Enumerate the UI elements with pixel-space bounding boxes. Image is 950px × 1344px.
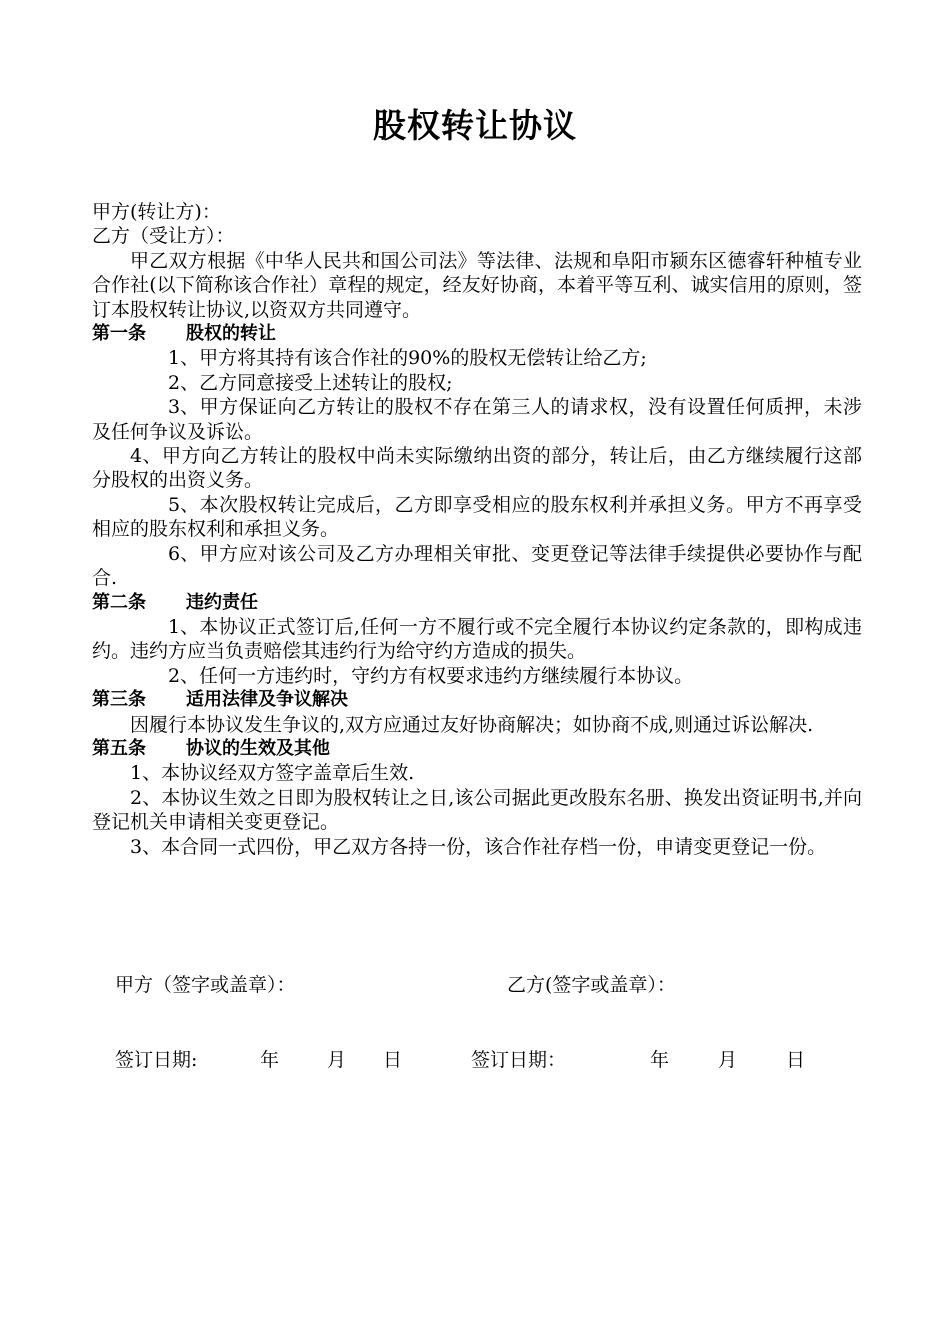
document-title: 股权转让协议 — [373, 106, 577, 145]
article-2-number: 第二条 — [92, 591, 146, 613]
party-b-date-day: 日 — [786, 1049, 806, 1071]
article-3-number: 第三条 — [92, 689, 146, 711]
article-5-item-2: 2、本协议生效之日即为股权转让之日,该公司据此更改股东名册、换发出资证明书,并向登记机关申请相关变更登记。 — [92, 786, 862, 834]
article-1-item-3: 3、甲方保证向乙方转让的股权不存在第三人的请求权，没有设置任何质押，未涉及任何争议及诉讼。 — [92, 396, 862, 443]
article-3-title: 适用法律及争议解决 — [186, 689, 348, 711]
preamble-paragraph: 甲乙双方根据《中华人民共和国公司法》等法律、法规和阜阳市颍东区德睿轩种植专业合作社(以下简称该合作社）章程的规定，经友好协商，本着平等互利、诚实信用的原则，签订本股权转让协议,以资双方共同遵守。 — [92, 249, 862, 321]
article-5-title: 协议的生效及其他 — [186, 737, 330, 759]
party-a-signature-label: 甲方（签字或盖章）： — [115, 974, 296, 996]
article-2-item-2: 2、任何一方违约时，守约方有权要求违约方继续履行本协议。 — [168, 664, 694, 687]
party-b-date-label: 签订日期： — [471, 1049, 567, 1071]
document-body — [92, 200, 862, 859]
party-a-date-day: 日 — [383, 1049, 403, 1071]
article-1-heading — [92, 322, 862, 346]
party-b-label: 乙方（受让方）： — [92, 225, 235, 248]
signing-date-row — [115, 1045, 875, 1075]
party-a-label: 甲方(转让方)： — [92, 201, 221, 223]
article-2-title: 违约责任 — [186, 591, 258, 613]
party-b-date-month: 月 — [718, 1049, 738, 1071]
article-5-number: 第五条 — [92, 737, 146, 759]
party-a-date-month: 月 — [327, 1049, 347, 1071]
article-1-item-2: 2、乙方同意接受上述转让的股权; — [168, 371, 453, 394]
article-5-item-1: 1、本协议经双方签字盖章后生效. — [130, 762, 415, 785]
article-5-heading — [92, 737, 862, 761]
article-1-number: 第一条 — [92, 323, 146, 345]
party-b-signature-label: 乙方(签字或盖章）： — [507, 974, 676, 996]
article-5-item-3: 3、本合同一式四份，甲乙双方各持一份，该合作社存档一份，申请变更登记一份。 — [130, 835, 827, 858]
party-a-date-year: 年 — [260, 1049, 280, 1071]
article-2-item-1: 1、本协议正式签订后,任何一方不履行或不完全履行本协议约定条款的，即构成违约。违约方应当负责赔偿其违约行为给守约方造成的损失。 — [92, 615, 862, 663]
article-1-item-4: 4、甲方向乙方转让的股权中尚未实际缴纳出资的部分，转让后，由乙方继续履行这部分股权的出资义务。 — [92, 445, 862, 492]
article-1-item-1: 1、甲方将其持有该合作社的90%的股权无偿转让给乙方; — [168, 347, 647, 370]
article-2-heading — [92, 591, 862, 615]
article-1-item-6: 6、甲方应对该公司及乙方办理相关审批、变更登记等法律手续提供必要协作与配合. — [92, 542, 862, 590]
article-1-item-5: 5、本次股权转让完成后，乙方即享受相应的股东权利并承担义务。甲方不再享受相应的股东权利和承担义务。 — [92, 493, 862, 541]
article-3-heading — [92, 688, 862, 712]
party-a-date-label: 签订日期: — [115, 1049, 198, 1071]
party-b-date-year: 年 — [650, 1049, 670, 1071]
signature-row — [115, 970, 875, 1000]
article-3-paragraph: 因履行本协议发生争议的,双方应通过友好协商解决；如协商不成,则通过诉讼解决. — [130, 713, 814, 736]
article-1-title: 股权的转让 — [186, 323, 276, 345]
